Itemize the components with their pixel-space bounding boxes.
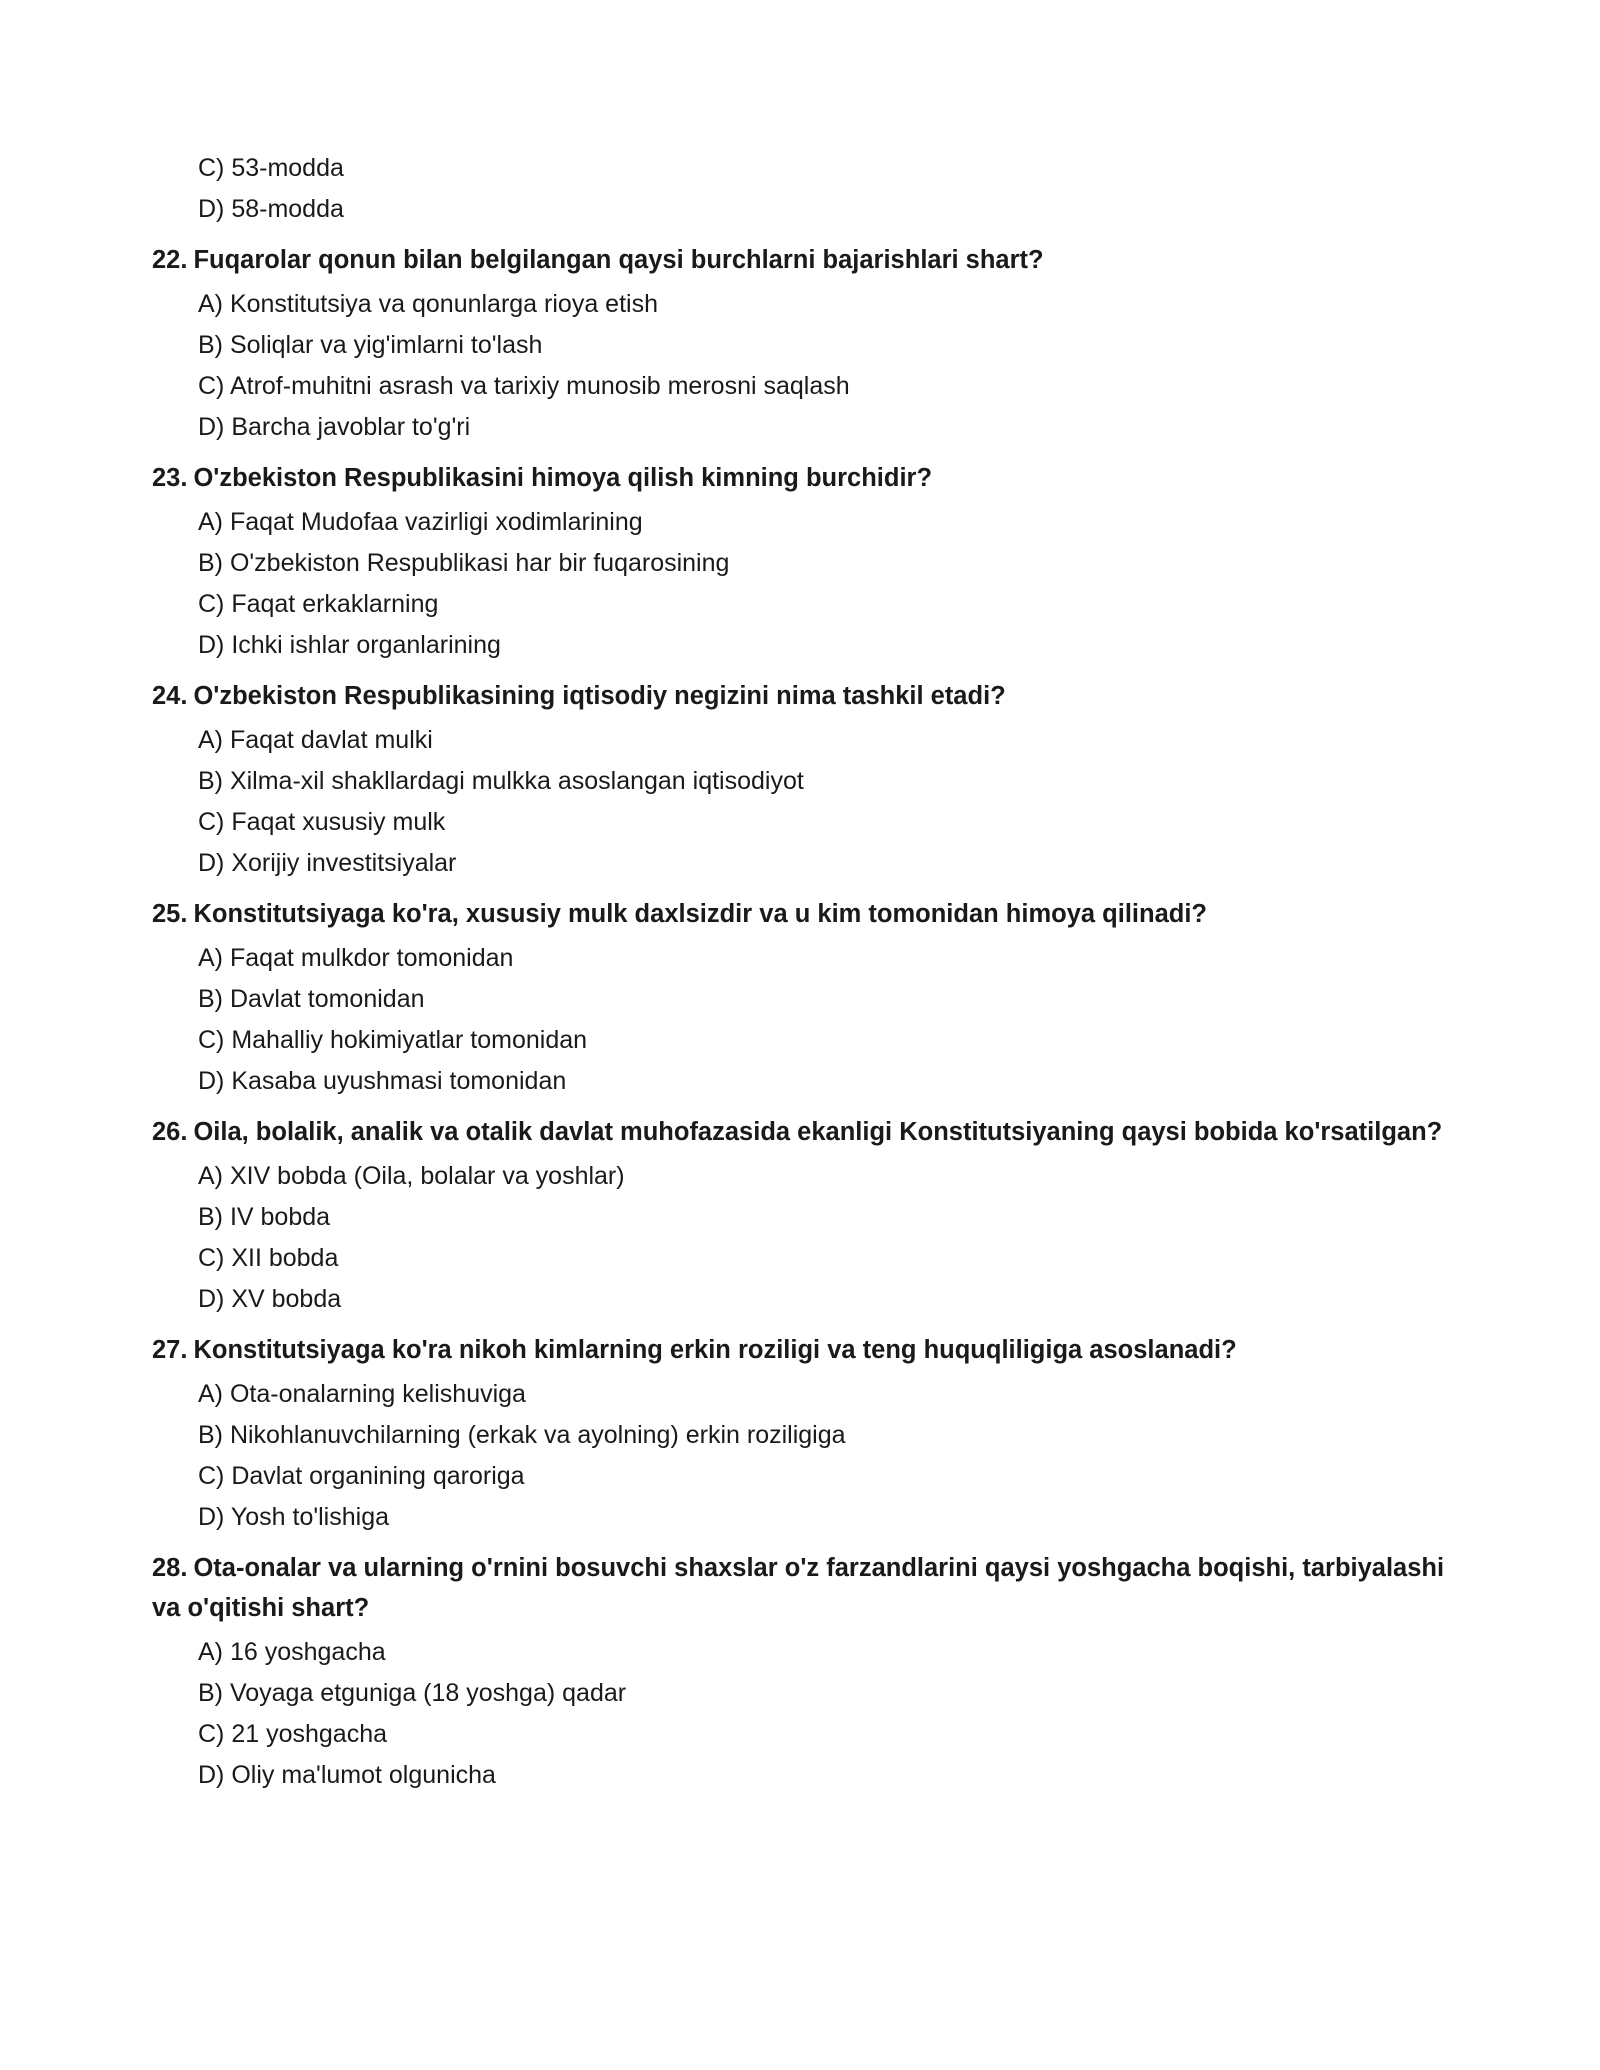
answer-option: D) Barcha javoblar to'g'ri — [198, 413, 471, 441]
answer-option: C) XII bobda — [198, 1244, 339, 1272]
answer-option: A) XIV bobda (Oila, bolalar va yoshlar) — [198, 1162, 625, 1190]
answer-option: A) Faqat mulkdor tomonidan — [198, 944, 514, 972]
answer-option: C) Atrof-muhitni asrash va tarixiy munosib merosni saqlash — [198, 372, 850, 400]
answer-option: C) Faqat xususiy mulk — [198, 808, 446, 836]
answer-option: D) Yosh to'lishiga — [198, 1503, 390, 1531]
answer-option: D) Oliy ma'lumot olgunicha — [198, 1761, 496, 1789]
answer-option: B) O'zbekiston Respublikasi har bir fuqarosining — [198, 549, 730, 577]
question-heading — [152, 894, 1472, 938]
answer-option: C) 53-modda — [198, 154, 344, 182]
answer-option: C) 21 yoshgacha — [198, 1720, 388, 1748]
answer-option: D) Xorijiy investitsiyalar — [198, 849, 457, 877]
question-number: 23. — [152, 464, 188, 492]
question-number: 25. — [152, 900, 188, 928]
question-text: Konstitutsiyaga ko'ra, xususiy mulk daxlsizdir va u kim tomonidan himoya qilinadi? — [193, 900, 1207, 928]
answer-option: D) XV bobda — [198, 1285, 342, 1313]
answer-option: C) Faqat erkaklarning — [198, 590, 439, 618]
question-number: 24. — [152, 682, 188, 710]
answer-option: D) Ichki ishlar organlarining — [198, 631, 501, 659]
answer-option: D) Kasaba uyushmasi tomonidan — [198, 1067, 567, 1095]
question-heading — [152, 1548, 1472, 1632]
question-number: 26. — [152, 1118, 188, 1146]
answer-option: A) Konstitutsiya va qonunlarga rioya etish — [198, 290, 658, 318]
answer-option: C) Mahalliy hokimiyatlar tomonidan — [198, 1026, 588, 1054]
question-heading — [152, 1330, 1472, 1374]
question-number: 28. — [152, 1554, 188, 1582]
question-text: Oila, bolalik, analik va otalik davlat muhofazasida ekanligi Konstitutsiyaning qaysi bobida ko'rsatilgan? — [193, 1118, 1443, 1146]
question-text: O'zbekiston Respublikasining iqtisodiy negizini nima tashkil etadi? — [193, 682, 1006, 710]
question-text: O'zbekiston Respublikasini himoya qilish kimning burchidir? — [193, 464, 933, 492]
answer-option: D) 58-modda — [198, 195, 344, 223]
answer-option: C) Davlat organining qaroriga — [198, 1462, 525, 1490]
answer-option: B) Davlat tomonidan — [198, 985, 425, 1013]
answer-option: A) Faqat Mudofaa vazirligi xodimlarining — [198, 508, 643, 536]
answer-option: A) 16 yoshgacha — [198, 1638, 386, 1666]
answer-option: A) Faqat davlat mulki — [198, 726, 433, 754]
question-heading — [152, 458, 1472, 502]
question-text: Fuqarolar qonun bilan belgilangan qaysi burchlarni bajarishlari shart? — [193, 246, 1044, 274]
quiz-content — [152, 148, 1472, 1796]
question-number: 27. — [152, 1336, 188, 1364]
answer-option: A) Ota-onalarning kelishuviga — [198, 1380, 526, 1408]
question-number: 22. — [152, 246, 188, 274]
question-heading — [152, 676, 1472, 720]
question-text: Konstitutsiyaga ko'ra nikoh kimlarning erkin roziligi va teng huquqliligiga asoslanadi? — [193, 1336, 1237, 1364]
question-heading — [152, 240, 1472, 284]
question-heading — [152, 1112, 1472, 1156]
question-text: Ota-onalar va ularning o'rnini bosuvchi shaxslar o'z farzandlarini qaysi yoshgacha boqishi, tarbiyalashi va o'qitishi shart? — [152, 1554, 1445, 1622]
answer-option: B) IV bobda — [198, 1203, 331, 1231]
answer-option: B) Xilma-xil shakllardagi mulkka asoslangan iqtisodiyot — [198, 767, 804, 795]
answer-option: B) Voyaga etguniga (18 yoshga) qadar — [198, 1679, 627, 1707]
answer-option: B) Soliqlar va yig'imlarni to'lash — [198, 331, 543, 359]
answer-option: B) Nikohlanuvchilarning (erkak va ayolning) erkin roziligiga — [198, 1421, 846, 1449]
